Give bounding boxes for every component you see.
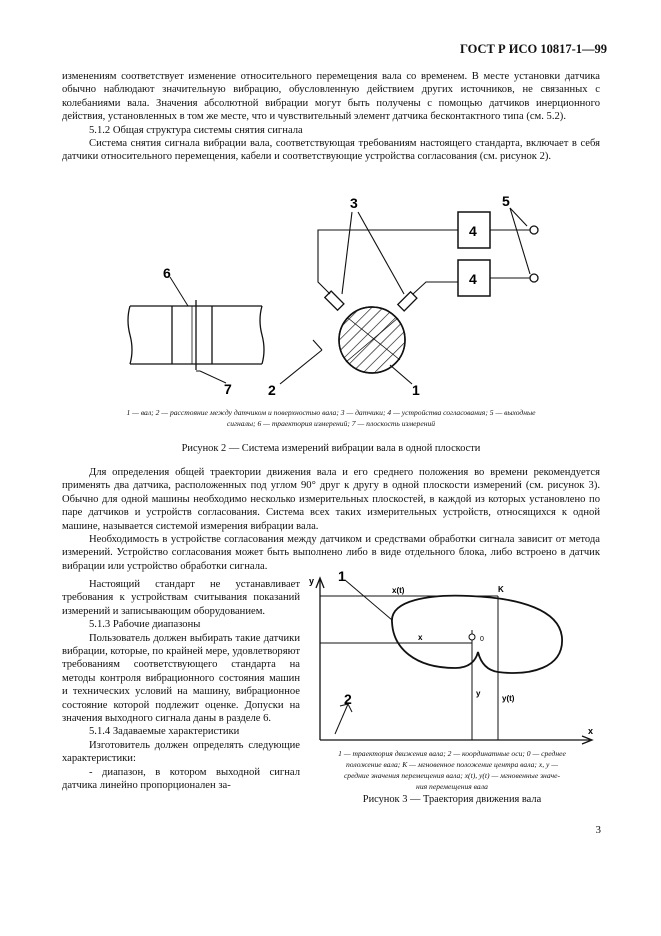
- figure-2-legend: [62, 407, 600, 429]
- fig3-k-label: K: [498, 585, 504, 594]
- paragraph: Необходимость в устройстве согласования между датчиком и средствами обработки сигнала зависит от метода измерений. Устройство согласования может быть выполнено либо в виде отдельного блока, либо встроено в датчик вибрации или устройство обработки сигнала.: [62, 534, 600, 572]
- label-1: 1: [412, 382, 420, 398]
- label-4b: 4: [469, 271, 477, 287]
- narrow-text-column: [62, 578, 300, 793]
- label-3: 3: [350, 195, 358, 211]
- figure-2-title: Рисунок 2 — Система измерений вибрации вала в одной плоскости: [181, 443, 481, 454]
- paragraph: - диапазон, в котором выходной сигнал датчика линейно пропорционален за-: [62, 766, 300, 792]
- label-2: 2: [268, 382, 276, 398]
- paragraph: Настоящий стандарт не устанавливает требования к устройствам считывания показаний измерений и записывающим оборудованием.: [62, 579, 300, 617]
- paragraph: Система снятия сигнала вибрации вала, соответствующая требованиям настоящего стандарта, включает в себя датчики относительного перемещения, кабели и соответствующие устройства согласования (см. рисунок 2).: [62, 138, 600, 163]
- section-heading-5-1-2: 5.1.2 Общая структура системы снятия сигнала: [89, 124, 303, 136]
- fig3-xbar-label: x: [418, 633, 423, 642]
- fig3-label-2: 2: [344, 691, 352, 707]
- legend-line: положение вала; K — мгновенное положение центра вала; x, y —: [345, 760, 559, 769]
- fig3-y-axis-label: y: [309, 576, 315, 586]
- figure-3-lines: [320, 580, 498, 740]
- legend-line: средние значения перемещения вала; x(t), y(t) — мгновенные значе-: [343, 771, 561, 780]
- paragraph: Изготовитель должен определять следующие характеристики:: [62, 739, 300, 765]
- paragraph: Пользователь должен выбирать такие датчики вибрации, которые, по крайней мере, удовлетворяют требованиям соответствующего стандарта на методы контроля вибрационного состояния машин и технических условий на машину, вибрационное состояние которой подлежит оценке. Допуски на значения выходного сигнала даны в разделе 6.: [62, 632, 300, 725]
- page-number: 3: [595, 824, 601, 836]
- fig3-ybar-label: y: [476, 689, 481, 698]
- legend-line: сигналы; 6 — траектория измерений; 7 — плоскость измерений: [226, 419, 436, 428]
- output-terminal: [530, 274, 538, 282]
- paragraph: Для определения общей траектории движения вала и его среднего положения во времени рекомендуется применять два датчика, расположенных под углом 90° друг к другу в одной плоскости измерений (см. рисунок 3). Обычно для одной машины необходимо несколько измерительных плоскостей, в каждой из которых установлено по паре датчиков и устройств согласования. Система всех таких измерительных устройств, относящихся к одной машине, называется системой измерения вибрации вала.: [62, 467, 600, 532]
- legend-line: 1 — вал; 2 — расстояние между датчиком и поверхностью вала; 3 — датчики; 4 — устройства согласования; 5 — выходные: [126, 408, 536, 417]
- shaft-side-view: [128, 277, 264, 383]
- cables: [280, 208, 530, 384]
- label-5: 5: [502, 193, 510, 209]
- figure-3-title: Рисунок 3 — Траектория движения вала: [362, 794, 542, 805]
- paragraph: изменениям соответствует изменение относительного перемещения вала со временем. В месте установки датчика обычно наблюдают значительную вибрацию, обусловленную действием других источников, не связанных с колебаниями вала. Значения абсолютной вибрации могут быть получены с помощью датчиков инерционного действия, установленных в том же месте, что и чувствительный элемент датчика бесконтактного типа (см. 5.2).: [62, 71, 600, 123]
- figure-3-legend: [302, 748, 602, 792]
- fig3-zero-label: 0: [480, 636, 484, 643]
- fig3-x-axis-label: x: [588, 726, 594, 736]
- shaft-cross-section: [339, 307, 405, 373]
- label-7: 7: [224, 381, 232, 397]
- document-header: ГОСТ Р ИСО 10817-1—99: [459, 42, 607, 56]
- body-text: [62, 466, 600, 573]
- output-terminal: [530, 226, 538, 234]
- section-heading-5-1-4: 5.1.4 Задаваемые характеристики: [89, 726, 240, 738]
- figure-3-axes: [316, 578, 592, 744]
- section-heading-5-1-3: 5.1.3 Рабочие диапазоны: [89, 619, 201, 631]
- mean-position-marker: [469, 634, 475, 640]
- legend-line: 1 — траектория движения вала; 2 — координатные оси; 0 — среднее: [338, 749, 566, 758]
- label-4a: 4: [469, 223, 477, 239]
- fig3-xt-label: x(t): [392, 586, 405, 595]
- label-6: 6: [163, 265, 171, 281]
- fig3-label-1: 1: [338, 568, 346, 584]
- fig3-yt-label: y(t): [502, 694, 515, 703]
- legend-line: ния перемещения вала: [416, 782, 488, 791]
